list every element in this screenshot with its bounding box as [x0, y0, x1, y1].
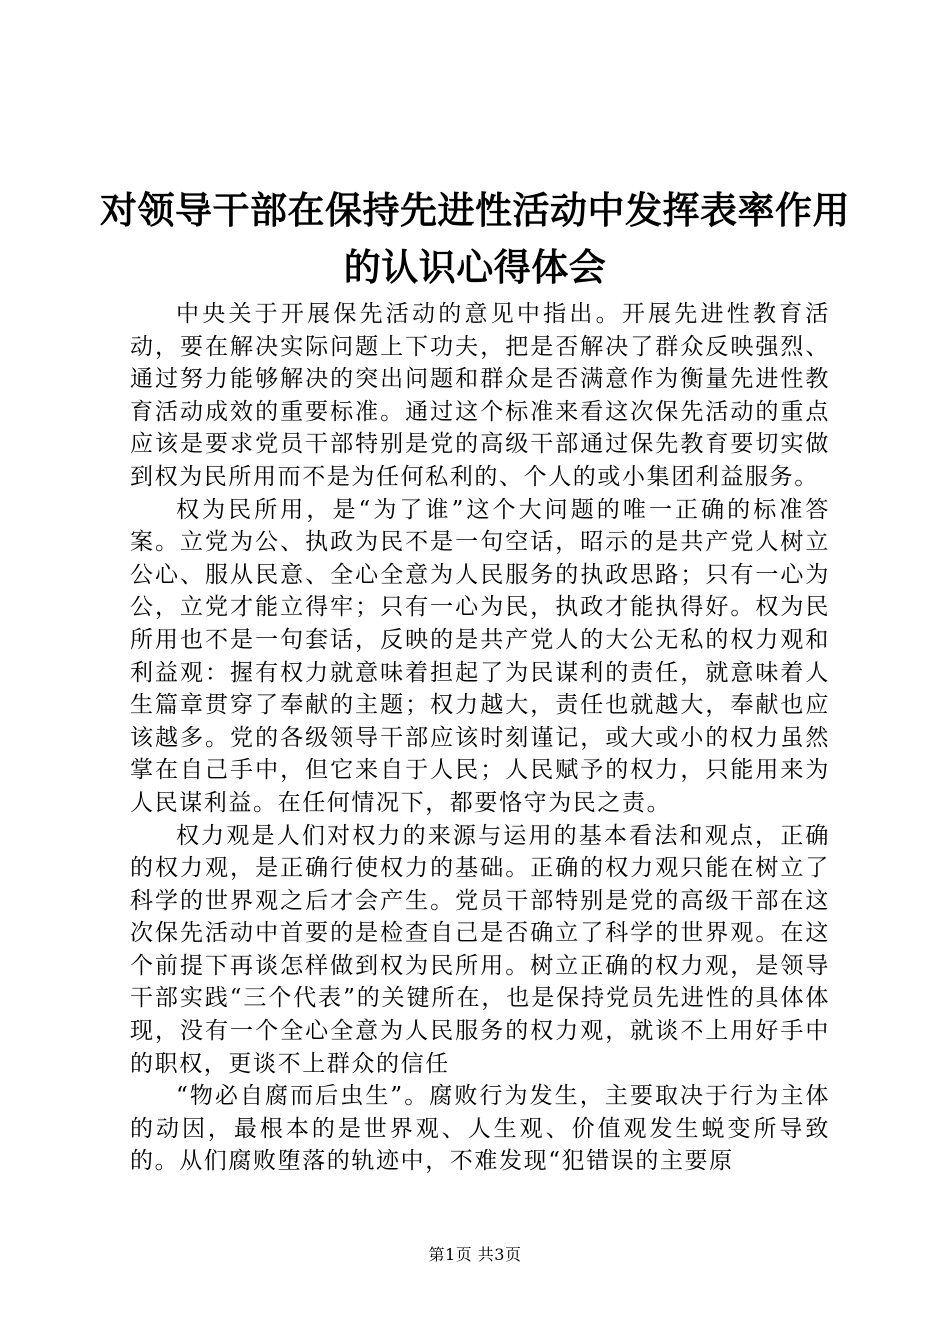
paragraph: “物必自腐而后虫生”。腐败行为发生，主要取决于行为主体的动因，最根本的是世界观、人生观、价值观发生蜕变所导致的。从们腐败堕落的轨迹中，不难发现“犯错误的主要原: [130, 1083, 830, 1175]
paragraph: 权为民所用，是“为了谁”这个大问题的唯一正确的标准答案。立党为公、执政为民不是一句空话，昭示的是共产党人树立公心、服从民意、全心全意为人民服务的执政思路；只有一心为公，立党才能立得牢；只有一心为民，执政才能执得好。权为民所用也不是一句套话，反映的是共产党人的大公无私的权力观和利益观：握有权力就意味着担起了为民谋利的责任，就意味着人生篇章贯穿了奉献的主题；权力越大，责任也就越大，奉献也应该越多。党的各级领导干部应该时刻谨记，或大或小的权力虽然掌在自己手中，但它来自于人民；人民赋予的权力，只能用来为人民谋利益。在任何情况下，都要恪守为民之责。: [130, 496, 830, 816]
document-title-line-1: 对领导干部在保持先进性活动中发挥表率作用: [100, 188, 850, 232]
page-number-footer: 第1页 共3页: [428, 1245, 522, 1264]
document-body: [130, 298, 830, 1178]
document-title-line-2: 的认识心得体会: [343, 245, 607, 289]
paragraph: 权力观是人们对权力的来源与运用的基本看法和观点，正确的权力观，是正确行使权力的基础。正确的权力观只能在树立了科学的世界观之后才会产生。党员干部特别是党的高级干部在这次保先活动中首要的是检查自己是否确立了科学的世界观。在这个前提下再谈怎样做到权为民所用。树立正确的权力观，是领导干部实践“三个代表”的关键所在，也是保持党员先进性的具体体现，没有一个全心全意为人民服务的权力观，就谈不上用好手中的职权，更谈不上群众的信任: [130, 822, 830, 1077]
paragraph: 中央关于开展保先活动的意见中指出。开展先进性教育活动，要在解决实际问题上下功夫，把是否解决了群众反映强烈、通过努力能够解决的突出问题和群众是否满意作为衡量先进性教育活动成效的重要标准。通过这个标准来看这次保先活动的重点应该是要求党员干部特别是党的高级干部通过保先教育要切实做到权为民所用而不是为任何私利的、个人的或小集团利益服务。: [130, 301, 830, 490]
